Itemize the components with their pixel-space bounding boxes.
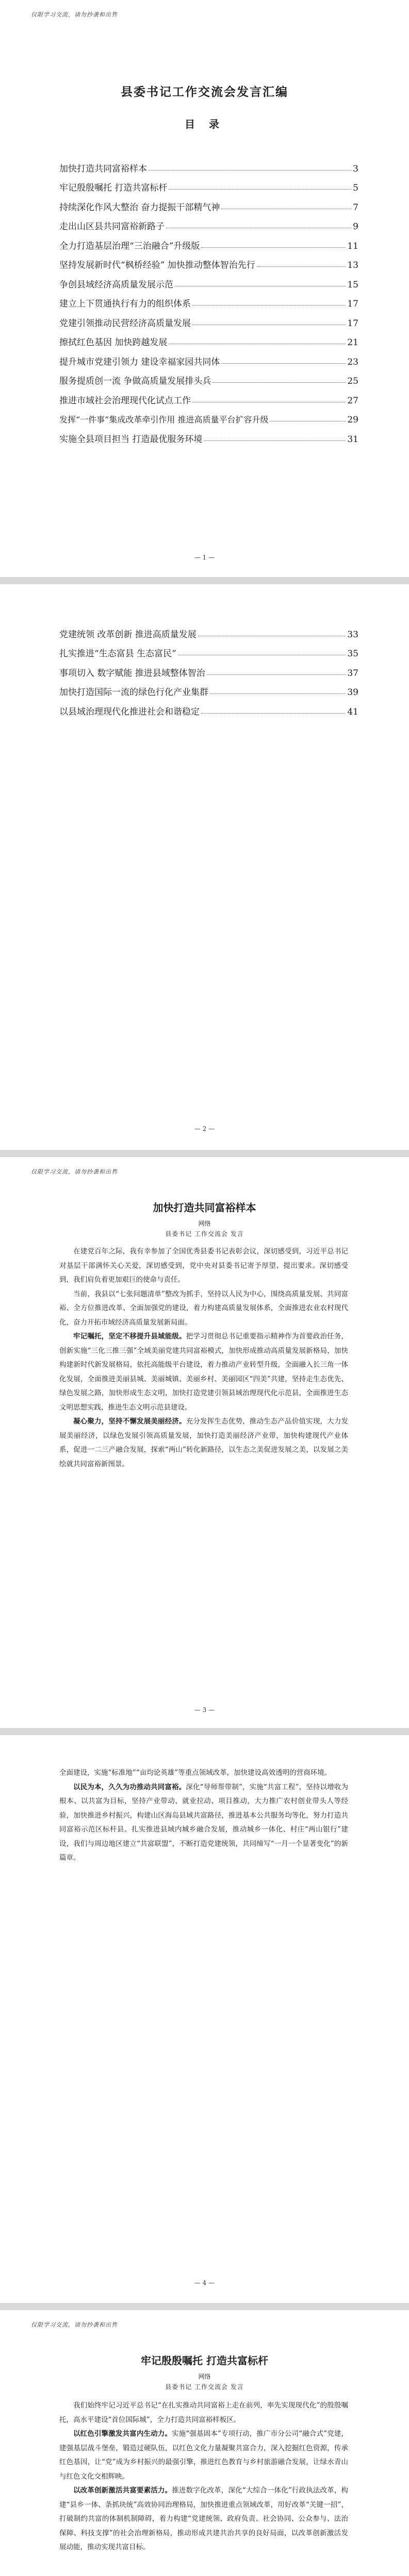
paragraph-text: 深化“导师帮带制”，实施“共富工程”，坚持以增收为根本、以共富为目标，坚持产业带动、就业拉动、项目推动，大力推广农村创业带头人等经验，加快推进乡村振兴，构建山区海岛县域共富路径，推进基本公共服务均等化，努力打造共同富裕示范区标杆县。扎实推进县域内城乡融合发展，推动城乡一体化、村庄“两山银行”建设，我们与周边地区建立“共富联盟”，不断打造党建统领，共同缔写“一月一个显著变化”的新篇章。 [59,1783,348,1862]
paragraph-text: 实施“强基固本”专项行动，推广市分公司“融合式”党建，建强基层战斗堡垒，锻造过硬队伍，以红色文化力量凝聚共富合力，深入挖掘红色资源，传承红色基因，让“党”成为乡村振兴的最强引擎，推进红色教育与乡村旅游融合发展，让绿水青山与红色文化交相辉映。 [59,2430,348,2481]
toc-entry[interactable] [59,213,358,232]
paragraph-lead: 以民为本，久久为功推动共同富裕。 [73,1783,186,1791]
toc-entry-title: 加快打造共同富裕样本 [59,163,147,174]
toc-entry-page: 31 [347,434,358,445]
toc-entry-title: 争创县域经济高质量发展示范 [59,279,173,290]
toc-entry[interactable] [59,367,358,387]
paragraph-text: 当前，我县以“七张问题清单”整改为抓手，坚持以人民为中心，围绕高质量发展、共同富裕、全方位推进改革、全面加强党的建设，着力构建高质量发展体系，全面推进农业农村现代化，奋力开拓市域经济高质量发展新局面。 [59,1290,348,1327]
toc-entry-title: 推进市域社会治理现代化试点工作 [59,395,191,406]
toc-entry-title: 加快打造国际一流的绿色行化产业集群 [59,687,208,698]
page-number: — 1 — [194,554,215,561]
toc-entry[interactable] [59,386,358,406]
toc-entry-title: 以县域治理现代化推进社会和谐稳定 [59,706,200,717]
toc-entry[interactable] [59,659,358,679]
toc-entry-page: 5 [353,183,358,193]
toc-entry-page: 27 [347,395,358,406]
article-title: 加快打造共同富裕样本 [153,1201,256,1214]
toc-entry[interactable] [59,251,358,271]
toc-page-1 [0,0,409,577]
toc-leader-dots [201,247,346,248]
paragraph [59,1766,348,1781]
toc-title: 县委书记工作交流会发言汇编 [121,85,288,99]
toc-entry-page: 39 [347,687,358,698]
paragraph-lead: 牢记嘱托，坚定不移提升县域能级。 [73,1332,186,1341]
toc-entry-page: 35 [347,649,358,659]
toc-entry-title: 持续深化作风大整治 奋力提振干部精气神 [59,202,220,213]
toc-entry-title: 提升城市党建引领力 建设幸福家园共同体 [59,357,220,367]
toc-entry-title: 擦拭红色基因 加快跨越发展 [59,337,168,348]
article-meta: 县委书记 工作交流会 发言 [165,2383,244,2391]
toc-entry-page: 29 [347,415,358,425]
toc-entry[interactable] [59,679,358,698]
paragraph-text: 在建党百年之际，我有幸参加了全国优秀县委书记表彰会议，深切感受到，习近平总书记对基层干部满怀关心关爱，深切感受到，党中央对县委书记寄予厚望、提出要求。深切感受到，我们肩负着更加艰巨的使命与责任。 [59,1247,348,1284]
toc-entry-title: 牢记殷殷嘱托 打造共富标杆 [59,183,168,193]
toc-leader-dots [204,440,346,441]
toc-entry-page: 37 [347,668,358,679]
toc-entry-title: 事项切入 数字赋能 推进县域整体智治 [59,668,205,679]
toc-subtitle: 目 录 [185,118,224,130]
article-body [59,1766,348,1866]
toc-entry-page: 23 [347,357,358,367]
toc-leader-dots [201,713,346,714]
page-header-note: 仅限学习交流，请勿抄袭和出售 [31,1168,118,1175]
page-number: — 4 — [194,2279,215,2286]
toc-entry-page: 41 [347,706,358,717]
article-source: 网络 [198,2373,211,2380]
toc-entry-title: 建立上下贯通执行有力的组织体系 [59,299,191,309]
toc-entry[interactable] [59,155,358,174]
page-header-note: 仅限学习交流，请勿抄袭和出售 [31,2321,118,2328]
paragraph-text: 全面建设，实施“标准地”“亩均论英雄”等重点领域改革，加快建设高效透明的营商环境。 [59,1769,332,1777]
toc-entry-page: 13 [347,260,358,270]
paragraph-text: 把学习贯彻总书记重要指示精神作为首要政治任务，创新实施“三化三推三强”全域美丽党建共同富裕模式，加快形成推动高质量发展新格局，加快构建新时代新发展格局，依托高能级平台建设，着力推动产业转型升级，全面融入长三角一体化发展，全面推进美丽县城、美丽城镇、美丽乡村、美丽园区“四美”共建，坚持走生态优先、绿色发展之路，加快形成生态文明，加快打造党建引领县域治理现代化示范县，全面推进生态文明思想实践，推进生态文明示范县建设。 [59,1332,349,1412]
paragraph [59,1415,348,1471]
paragraph [59,2427,348,2484]
toc-entry[interactable] [59,270,358,290]
toc-leader-dots [257,266,346,267]
toc-entry-page: 7 [353,202,358,213]
toc-entry-title: 坚持发展新时代“枫桥经验” 加快推动整体智治先行 [59,260,255,270]
paragraph-text: 推进数字化改革，深化“大综合一体化”行政执法改革，构建“县乡一体、条抓块统”高效协同治理格局，加快推进重点领域改革，用好改革“关键一招”，打破制约共富的体制机制障碍，着力构建“党建统领、政府负责、社会协同、公众参与、法治保障、科技支撑”的社会治理新格局，推动形成共建共治共享的良好局面，以改革创新激活发展动能，推动实现共富目标。 [59,2486,349,2551]
paragraph-text: 充分发挥生态优势，推动生态产品价值实现，大力发展美丽经济，以绿色发展引领高质量发展，加快打造美丽经济产业带，加快构建现代产业体系，促进一二三产融合发展，探索“两山”转化新路径，以生态之美促进发展之美，以发展之美绘就共同富裕新图景。 [59,1417,349,1468]
toc-entry[interactable] [59,174,358,194]
paragraph-text: 我们始终牢记习近平总书记“在扎实推动共同富裕上走在前列，率先实现现代化”的殷殷嘱托，高水平建设“首位国际城”，全力打造共同富裕样板区。 [59,2401,348,2424]
toc-entry[interactable] [59,406,358,426]
article-page-5 [0,2310,409,2576]
toc-leader-dots [192,305,346,306]
toc-leader-dots [207,674,346,675]
paragraph [59,1245,348,1287]
article-source: 网络 [198,1220,211,1227]
toc-entry-title: 党建引领推动民营经济高质量发展 [59,318,191,329]
toc-entry-title: 扎实推进“生态富县 生态富民” [59,649,176,659]
paragraph-lead: 以改革创新激活共富要素活力。 [73,2486,172,2495]
toc-entry[interactable] [59,290,358,310]
article-page-4 [0,1735,409,2303]
toc-entry-page: 17 [347,318,358,329]
toc-leader-dots [149,170,351,171]
toc-entry-page: 3 [353,163,358,174]
page-header-note: 仅限学习交流，请勿抄袭和出售 [31,11,118,18]
paragraph-lead: 以红色引擎激发共富内生动力。 [73,2430,172,2438]
toc-entry-title: 走出山区县共同富裕新路子 [59,222,165,232]
article-meta: 县委书记 工作交流会 发言 [165,1230,244,1238]
page-number: — 2 — [194,1125,215,1132]
page-separator [0,577,409,584]
toc-entry[interactable] [59,329,358,348]
toc-entry[interactable] [59,193,358,213]
toc-page-2 [0,584,409,1150]
paragraph [59,1330,348,1415]
toc-entry-page: 21 [347,337,358,348]
toc-leader-dots [169,189,351,190]
toc-entry-page: 11 [347,241,358,251]
toc-entry[interactable] [59,698,358,717]
toc-leader-dots [212,382,346,383]
page-separator [0,1728,409,1735]
toc-entry-page: 15 [347,279,358,290]
toc-entry[interactable] [59,425,358,445]
toc-entry-page: 17 [347,299,358,309]
toc-list-page-2 [59,620,358,717]
toc-leader-dots [210,693,346,694]
toc-leader-dots [221,363,346,364]
toc-entry[interactable] [59,640,358,659]
toc-entry-page: 9 [353,222,358,232]
toc-entry-page: 25 [347,376,358,386]
article-body [59,2399,348,2555]
toc-entry-title: 发挥“一件事”集成改革牵引作用 推进高质量平台扩容升级 [59,415,269,425]
paragraph [59,1287,348,1330]
paragraph [59,2399,348,2427]
toc-entry-title: 全力打造基层治理“三治融合”升级版 [59,241,200,251]
toc-entry-page: 33 [347,629,358,640]
toc-entry-title: 服务提质创一流 争做高质量发展排头兵 [59,376,211,386]
article-title: 牢记殷殷嘱托 打造共富标杆 [141,2354,268,2367]
toc-entry[interactable] [59,309,358,329]
toc-entry[interactable] [59,620,358,640]
paragraph [59,1781,348,1866]
toc-list-page-1 [59,155,358,445]
toc-entry[interactable] [59,348,358,367]
toc-entry-title: 党建统领 改革创新 推进高质量发展 [59,629,197,640]
toc-entry-title: 实施全县项目担当 打造最优服务环境 [59,434,203,445]
page-separator [0,1150,409,1157]
page-number: — 3 — [194,1706,215,1714]
page-separator [0,2303,409,2310]
paragraph [59,2484,348,2555]
article-body [59,1245,348,1471]
toc-entry[interactable] [59,232,358,251]
paragraph-lead: 凝心聚力，坚持不懈发展美丽经济。 [73,1417,186,1426]
article-page-3 [0,1157,409,1728]
